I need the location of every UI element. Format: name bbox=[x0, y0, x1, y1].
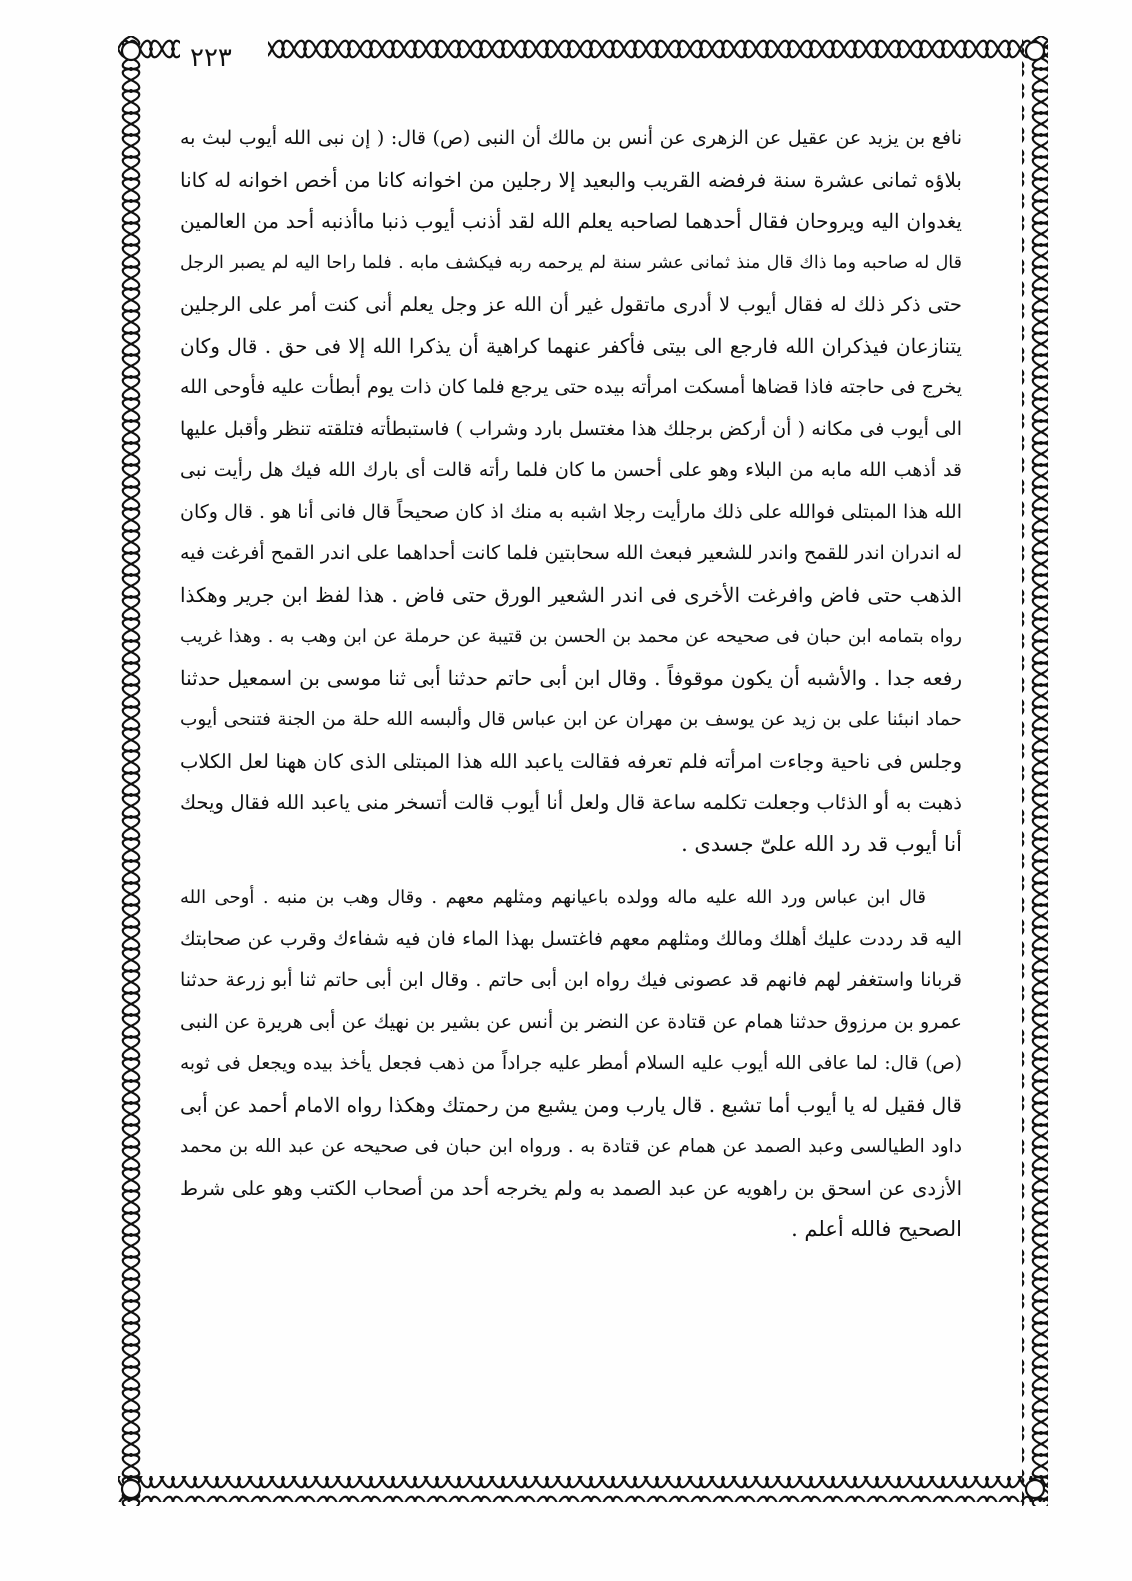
text-line: حماد انبئنا على بن زيد عن يوسف بن مهران عن ابن عباس قال وألبسه الله حلة من الجنة فتنحى أيوب bbox=[180, 709, 962, 730]
paragraph-gap bbox=[180, 865, 962, 877]
text-line: الصحيح فالله أعلم . bbox=[791, 1217, 962, 1241]
page-number: ٢٢٣ bbox=[182, 44, 240, 72]
text-line: الى أيوب فى مكانه ( أن أركض برجلك هذا مغتسل بارد وشراب ) فاستبطأته فتلقته تنظر وأقبل عليها bbox=[180, 417, 962, 440]
text-line: يتنازعان فيذكران الله فارجع الى بيتى فأكفر عنهما كراهية أن يذكرا الله إلا فى حق . قال وكان bbox=[180, 333, 962, 358]
text-line: يغدوان اليه ويروحان فقال أحدهما لصاحبه يعلم الله لقد أذنب أيوب ذنبا ماأذنبه أحد من العالمين bbox=[180, 209, 962, 233]
text-line: الذهب حتى فاض وافرغت الأخرى فى اندر الشعير الورق حتى فاض . هذا لفظ ابن جرير وهكذا bbox=[180, 582, 962, 607]
text-line: ذهبت به أو الذئاب وجعلت تكلمه ساعة قال ولعل أنا أيوب قالت أتسخر منى ياعبد الله فقال ويحك bbox=[180, 791, 962, 814]
text-line: رواه بتمامه ابن حبان فى صحيحه عن محمد بن الحسن بن قتيبة عن حرملة عن ابن وهب به . وهذا غريب bbox=[180, 626, 962, 647]
text-line: رفعه جدا . والأشبه أن يكون موقوفاً . وقال ابن أبى حاتم حدثنا أبى ثنا موسى بن اسمعيل حدثنا bbox=[180, 665, 962, 690]
text-line: قال ابن عباس ورد الله عليه ماله وولده باعيانهم ومثلهم معهم . وقال وهب بن منبه . أوحى الله bbox=[180, 887, 926, 908]
text-line: له اندران اندر للقمح واندر للشعير فبعث الله سحابتين فلما كانت أحداهما على اندر القمح أفرغت فيه bbox=[180, 542, 962, 564]
text-line: (ص) قال: لما عافى الله أيوب عليه السلام أمطر عليه جراداً من ذهب فجعل يأخذ بيده ويجعل فى ثوبه bbox=[180, 1053, 962, 1074]
text-line: أنا أيوب قد رد الله علىّ جسدى . bbox=[681, 831, 962, 856]
text-line: قال فقيل له يا أيوب أما تشبع . قال يارب ومن يشبع من رحمتك وهكذا رواه الامام أحمد عن أبى bbox=[180, 1092, 962, 1117]
text-line: حتى ذكر ذلك له فقال أيوب لا أدرى ماتقول غير أن الله عز وجل يعلم أنى كنت أمر على الرجلين bbox=[180, 293, 962, 316]
body-text bbox=[180, 118, 962, 1251]
text-line: وجلس فى ناحية وجاءت امرأته فلم تعرفه فقالت ياعبد الله هذا المبتلى الذى كان ههنا لعل الكلاب bbox=[180, 749, 962, 773]
text-line: نافع بن يزيد عن عقيل عن الزهرى عن أنس بن مالك أن النبى (ص) قال: ( إن نبى الله أيوب لبث به bbox=[180, 127, 962, 149]
text-line: داود الطيالسى وعبد الصمد عن همام عن قتادة به . ورواه ابن حبان فى صحيحه عن عبد الله بن محمد bbox=[180, 1136, 962, 1157]
text-line: عمرو بن مرزوق حدثنا همام عن قتادة عن النضر بن أنس عن بشير بن نهيك عن أبى هريرة عن النبى bbox=[180, 1010, 962, 1033]
text-line: بلاؤه ثمانى عشرة سنة فرفضه القريب والبعيد إلا رجلين من اخوانه كانا من أخص اخوانه له كانا bbox=[180, 167, 962, 192]
text-line: يخرج فى حاجته فاذا قضاها أمسكت امرأته بيده حتى يرجع فلما كان ذات يوم أبطأت عليه فأوحى الله bbox=[180, 376, 962, 398]
text-line: قال له صاحبه وما ذاك قال منذ ثمانى عشر سنة لم يرحمه ربه فيكشف مابه . فلما راحا اليه لم يصبر الرجل bbox=[180, 252, 962, 273]
text-line: اليه قد رددت عليك أهلك ومالك ومثلهم معهم فاغتسل بهذا الماء فان فيه شفاءك وقرب عن صحابتك bbox=[180, 927, 962, 950]
text-line: قد أذهب الله مابه من البلاء وهو على أحسن ما كان فلما رأته قالت أى بارك الله فيك هل رأيت نبى bbox=[180, 459, 962, 481]
text-line: الأزدى عن اسحق بن راهويه عن عبد الصمد به ولم يخرجه أحد من أصحاب الكتب وهو على شرط bbox=[180, 1176, 962, 1200]
text-line: الله هذا المبتلى فوالله على ذلك مارأيت رجلا اشبه به منك اذ كان صحيحاً قال فانى أنا هو . قال وكان bbox=[180, 500, 962, 523]
text-line: قربانا واستغفر لهم فانهم قد عصونى فيك رواه ابن أبى حاتم . وقال ابن أبى حاتم ثنا أبو زرعة حدثنا bbox=[180, 969, 962, 991]
